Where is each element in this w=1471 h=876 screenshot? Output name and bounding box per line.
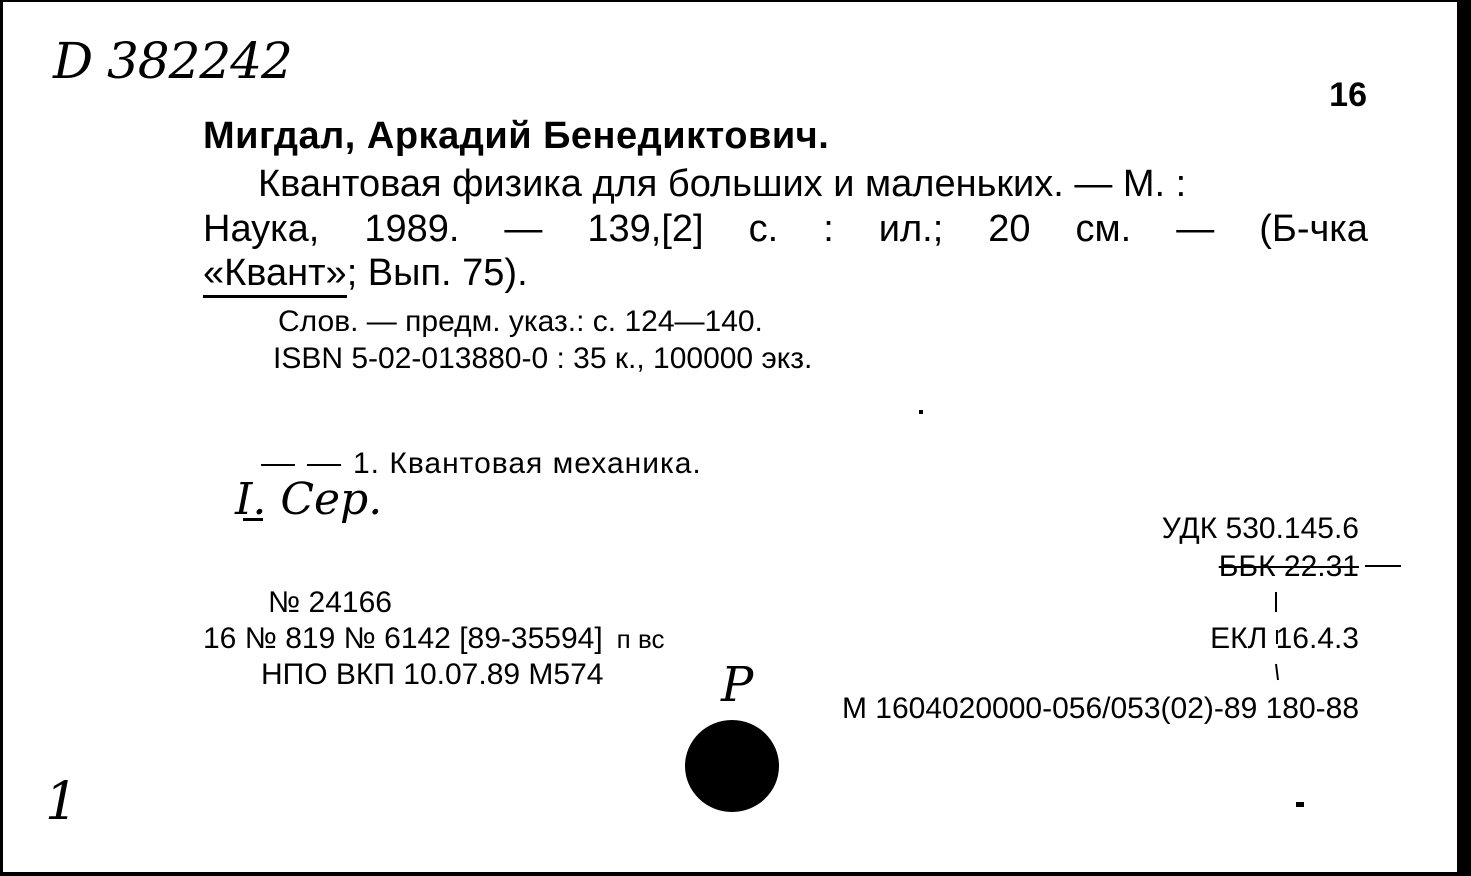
- order-line: [203, 622, 664, 656]
- glossary-note: Слов. — предм. указ.: с. 124—140.: [278, 305, 763, 338]
- series-name: «Квант»: [203, 252, 347, 298]
- subject-text: 1. Квантовая механика.: [353, 447, 702, 480]
- desc-word: 139,[2]: [587, 208, 704, 250]
- speck: [919, 410, 923, 414]
- desc-word: —: [504, 208, 543, 250]
- bbk-code: ББК 22.31: [1218, 550, 1359, 583]
- pencil-ticks: [1273, 592, 1279, 702]
- handwritten-mark-1: 1: [45, 772, 79, 832]
- dash-mark: [261, 464, 295, 466]
- catalog-code-line: М 1604020000-056/053(02)-89 180-88: [841, 692, 1359, 725]
- desc-word: 1989.: [364, 208, 460, 250]
- card-number: 16: [1329, 76, 1367, 114]
- order-numbers: 16 № 819 № 6142 [89-35594]: [203, 622, 603, 655]
- desc-word: ил.;: [878, 208, 944, 250]
- desc-word: (Б-чка: [1259, 208, 1368, 250]
- bbk-strike-tail: [1365, 565, 1401, 567]
- desc-word: см.: [1075, 208, 1132, 250]
- speck: [1296, 802, 1304, 807]
- inventory-number: № 24166: [268, 586, 392, 619]
- handwritten-note: I. Сер.: [235, 474, 383, 525]
- punch-hole: [685, 720, 779, 812]
- author-heading: Мигдал, Аркадий Бенедиктович.: [203, 115, 830, 157]
- series-issue: ; Вып. 75).: [346, 252, 528, 294]
- isbn-note: ISBN 5-02-013880-0 : 35 к., 100000 экз.: [273, 342, 813, 375]
- desc-word: —: [1176, 208, 1215, 250]
- publisher-line: НПО ВКП 10.07.89 М574: [261, 658, 604, 691]
- description-line-1: Квантовая физика для больших и маленьких. — М. :: [258, 163, 1187, 205]
- desc-word: 20: [988, 208, 1031, 250]
- description-line-3: [203, 254, 528, 292]
- description-line-2: [203, 210, 1368, 248]
- handwritten-underline: [243, 518, 263, 521]
- call-number: D 382242: [53, 32, 292, 90]
- order-suffix: п вс: [616, 624, 665, 654]
- dash-mark: [307, 464, 341, 466]
- ekl-code: ЕКЛ 16.4.3: [1210, 622, 1359, 655]
- desc-word: :: [823, 208, 834, 250]
- desc-word: Наука,: [203, 208, 320, 250]
- udk-code: УДК 530.145.6: [1161, 512, 1359, 545]
- handwritten-mark-p: Р: [721, 657, 754, 713]
- desc-word: с.: [748, 208, 779, 250]
